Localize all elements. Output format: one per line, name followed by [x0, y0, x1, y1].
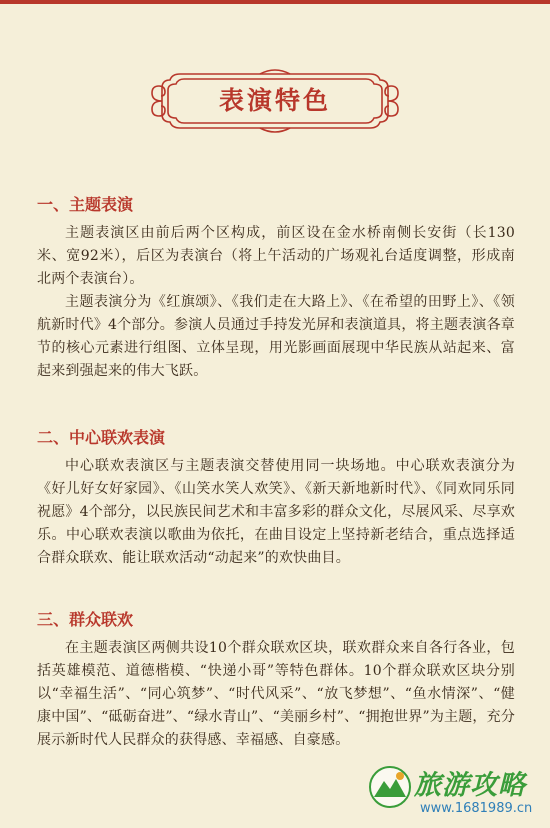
- section-heading: 二、中心联欢表演: [37, 428, 166, 447]
- section-paragraph: 在主题表演区两侧共设10个群众联欢区块，联欢群众来自各行各业，包括英雄模范、道德楷模、“快递小哥”等特色群体。10个群众联欢区块分别以“幸福生活”、“同心筑梦”、“时代风采”、“放飞梦想”、“鱼水情深”、“健康中国”、“砥砺奋进”、“绿水青山”、“美丽乡村”、“拥抱世界”为主题，充分展示新时代人民群众的获得感、幸福感、自豪感。: [37, 640, 516, 748]
- section-paragraph: 主题表演分为《红旗颂》、《我们走在大路上》、《在希望的田野上》、《领航新时代》4个部分。参演人员通过手持发光屏和表演道具，将主题表演各章节的核心元素进行组图、立体呈现，用光影画面展现中华民族从站起来、富起来到强起来的伟大飞跃。: [37, 294, 515, 379]
- watermark-name: 旅游攻略: [414, 770, 526, 801]
- section-central-gala: [37, 427, 515, 570]
- section-paragraph: 主题表演区由前后两个区构成，前区设在金水桥南侧长安街（长130米、宽92米），后区为表演台（将上午活动的广场观礼台适度调整，形成南北两个表演台）。: [37, 225, 515, 287]
- watermark-url: www.1681989.cn: [420, 801, 533, 816]
- watermark: [368, 763, 548, 823]
- section-heading: 一、主题表演: [37, 195, 134, 214]
- page-title: 表演特色: [218, 86, 331, 115]
- section-heading: 三、群众联欢: [37, 610, 134, 629]
- title-frame: [150, 66, 400, 136]
- section-theme-performance: [37, 194, 515, 383]
- section-paragraph: 中心联欢表演区与主题表演交替使用同一块场地。中心联欢表演分为《好儿好女好家园》、《山笑水笑人欢笑》、《新天新地新时代》、《同欢同乐同祝愿》4个部分，以民族民间艺术和丰富多彩的群众文化，尽展风采、尽享欢乐。中心联欢表演以歌曲为依托，在曲目设定上坚持新老结合，重点选择适合群众联欢、能让联欢活动“动起来”的欢快曲目。: [37, 458, 515, 566]
- section-mass-gala: [37, 609, 515, 752]
- mountain-logo-icon: [368, 765, 412, 809]
